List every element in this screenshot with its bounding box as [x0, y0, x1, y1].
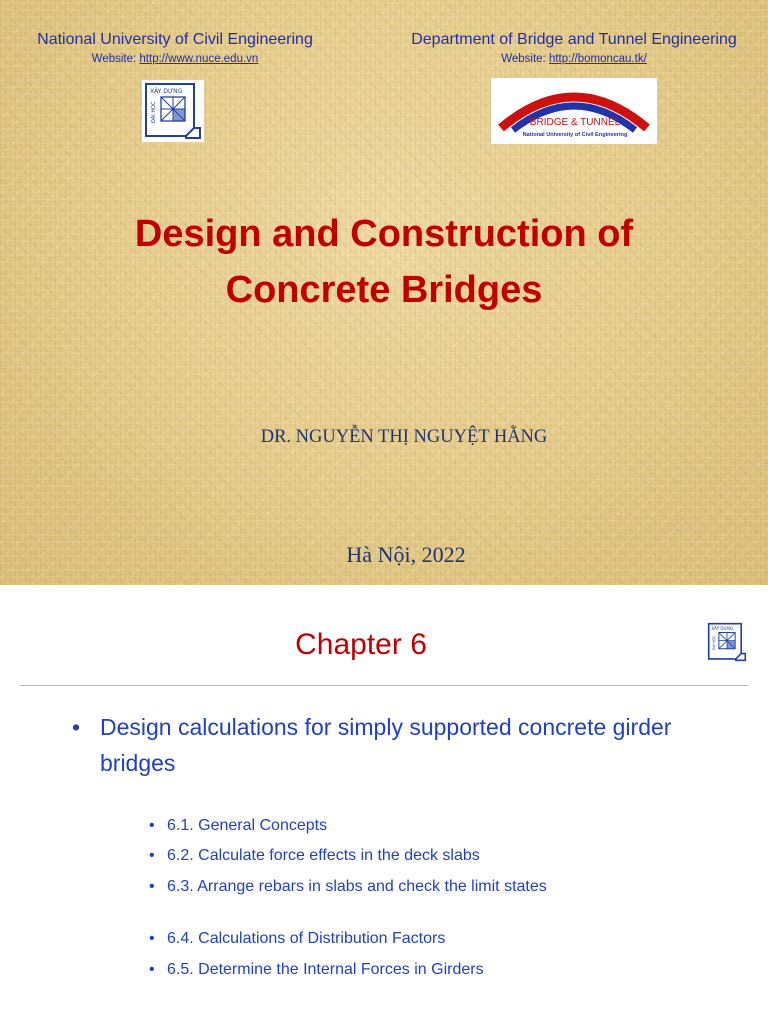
nuce-logo-small-text: XÂY DỰNG [711, 625, 734, 631]
sub-item-text: 6.4. Calculations of Distribution Factors [167, 930, 446, 947]
sub-item-text: 6.1. General Concepts [167, 817, 328, 834]
sub-item-6-3 [149, 877, 759, 897]
sub-item-marker: • [149, 878, 155, 895]
presentation-title-line2: Concrete Bridges [225, 269, 543, 311]
bridge-tunnel-logo [491, 78, 657, 144]
chapter-slide [0, 585, 768, 1024]
sub-item-6-1 [149, 816, 759, 836]
presentation-title [0, 206, 768, 318]
main-bullet-text: Design calculations for simply supported concrete girder bridges [100, 714, 672, 776]
university-name: National University of Civil Engineering [37, 31, 313, 48]
bridge-tunnel-logo-title: BRIDGE & TUNNEL [529, 117, 621, 128]
department-website-label: Website: [501, 53, 549, 65]
title-divider [20, 685, 748, 686]
nuce-logo-small-side-text: ĐẠI HỌC [711, 635, 716, 651]
university-website-link[interactable]: http://www.nuce.edu.vn [139, 53, 259, 65]
nuce-logo-small [706, 621, 748, 663]
author-name: DR. NGUYỄN THỊ NGUYỆT HẰNG [260, 427, 548, 447]
sub-item-6-5 [149, 960, 759, 980]
header-department [380, 30, 768, 67]
sub-item-6-4 [149, 929, 759, 949]
nuce-logo-small-graphic [706, 621, 748, 663]
nuce-logo-side-text: ĐẠI HỌC [151, 101, 157, 123]
place-date: Hà Nội, 2022 [346, 542, 466, 567]
nuce-logo-text: XÂY DỰNG [150, 88, 183, 95]
university-website [0, 51, 350, 67]
chapter-title: Chapter 6 [295, 628, 427, 661]
sub-item-marker: • [149, 930, 155, 947]
department-website-link[interactable]: http://bomoncau.tk/ [548, 53, 647, 65]
presentation-title-line1: Design and Construction of [134, 213, 634, 255]
university-website-label: Website: [91, 53, 140, 65]
sub-item-marker: • [149, 847, 155, 864]
sub-item-marker: • [149, 961, 155, 978]
sub-item-text: 6.3. Arrange rebars in slabs and check the limit states [167, 878, 547, 895]
header-university [0, 30, 350, 67]
sub-item-6-2 [149, 846, 759, 866]
sub-item-marker: • [149, 817, 155, 834]
main-bullet [72, 709, 732, 781]
bridge-tunnel-logo-graphic [491, 78, 657, 144]
sub-item-text: 6.2. Calculate force effects in the deck slabs [167, 847, 480, 864]
sub-item-text: 6.5. Determine the Internal Forces in Girders [167, 961, 484, 978]
main-bullet-marker: • [72, 714, 81, 740]
department-name: Department of Bridge and Tunnel Engineering [411, 31, 737, 48]
nuce-logo [142, 80, 204, 142]
department-website [380, 51, 768, 67]
bridge-tunnel-logo-subtitle: National University of Civil Engineering [522, 132, 628, 138]
nuce-logo-graphic [142, 80, 204, 142]
